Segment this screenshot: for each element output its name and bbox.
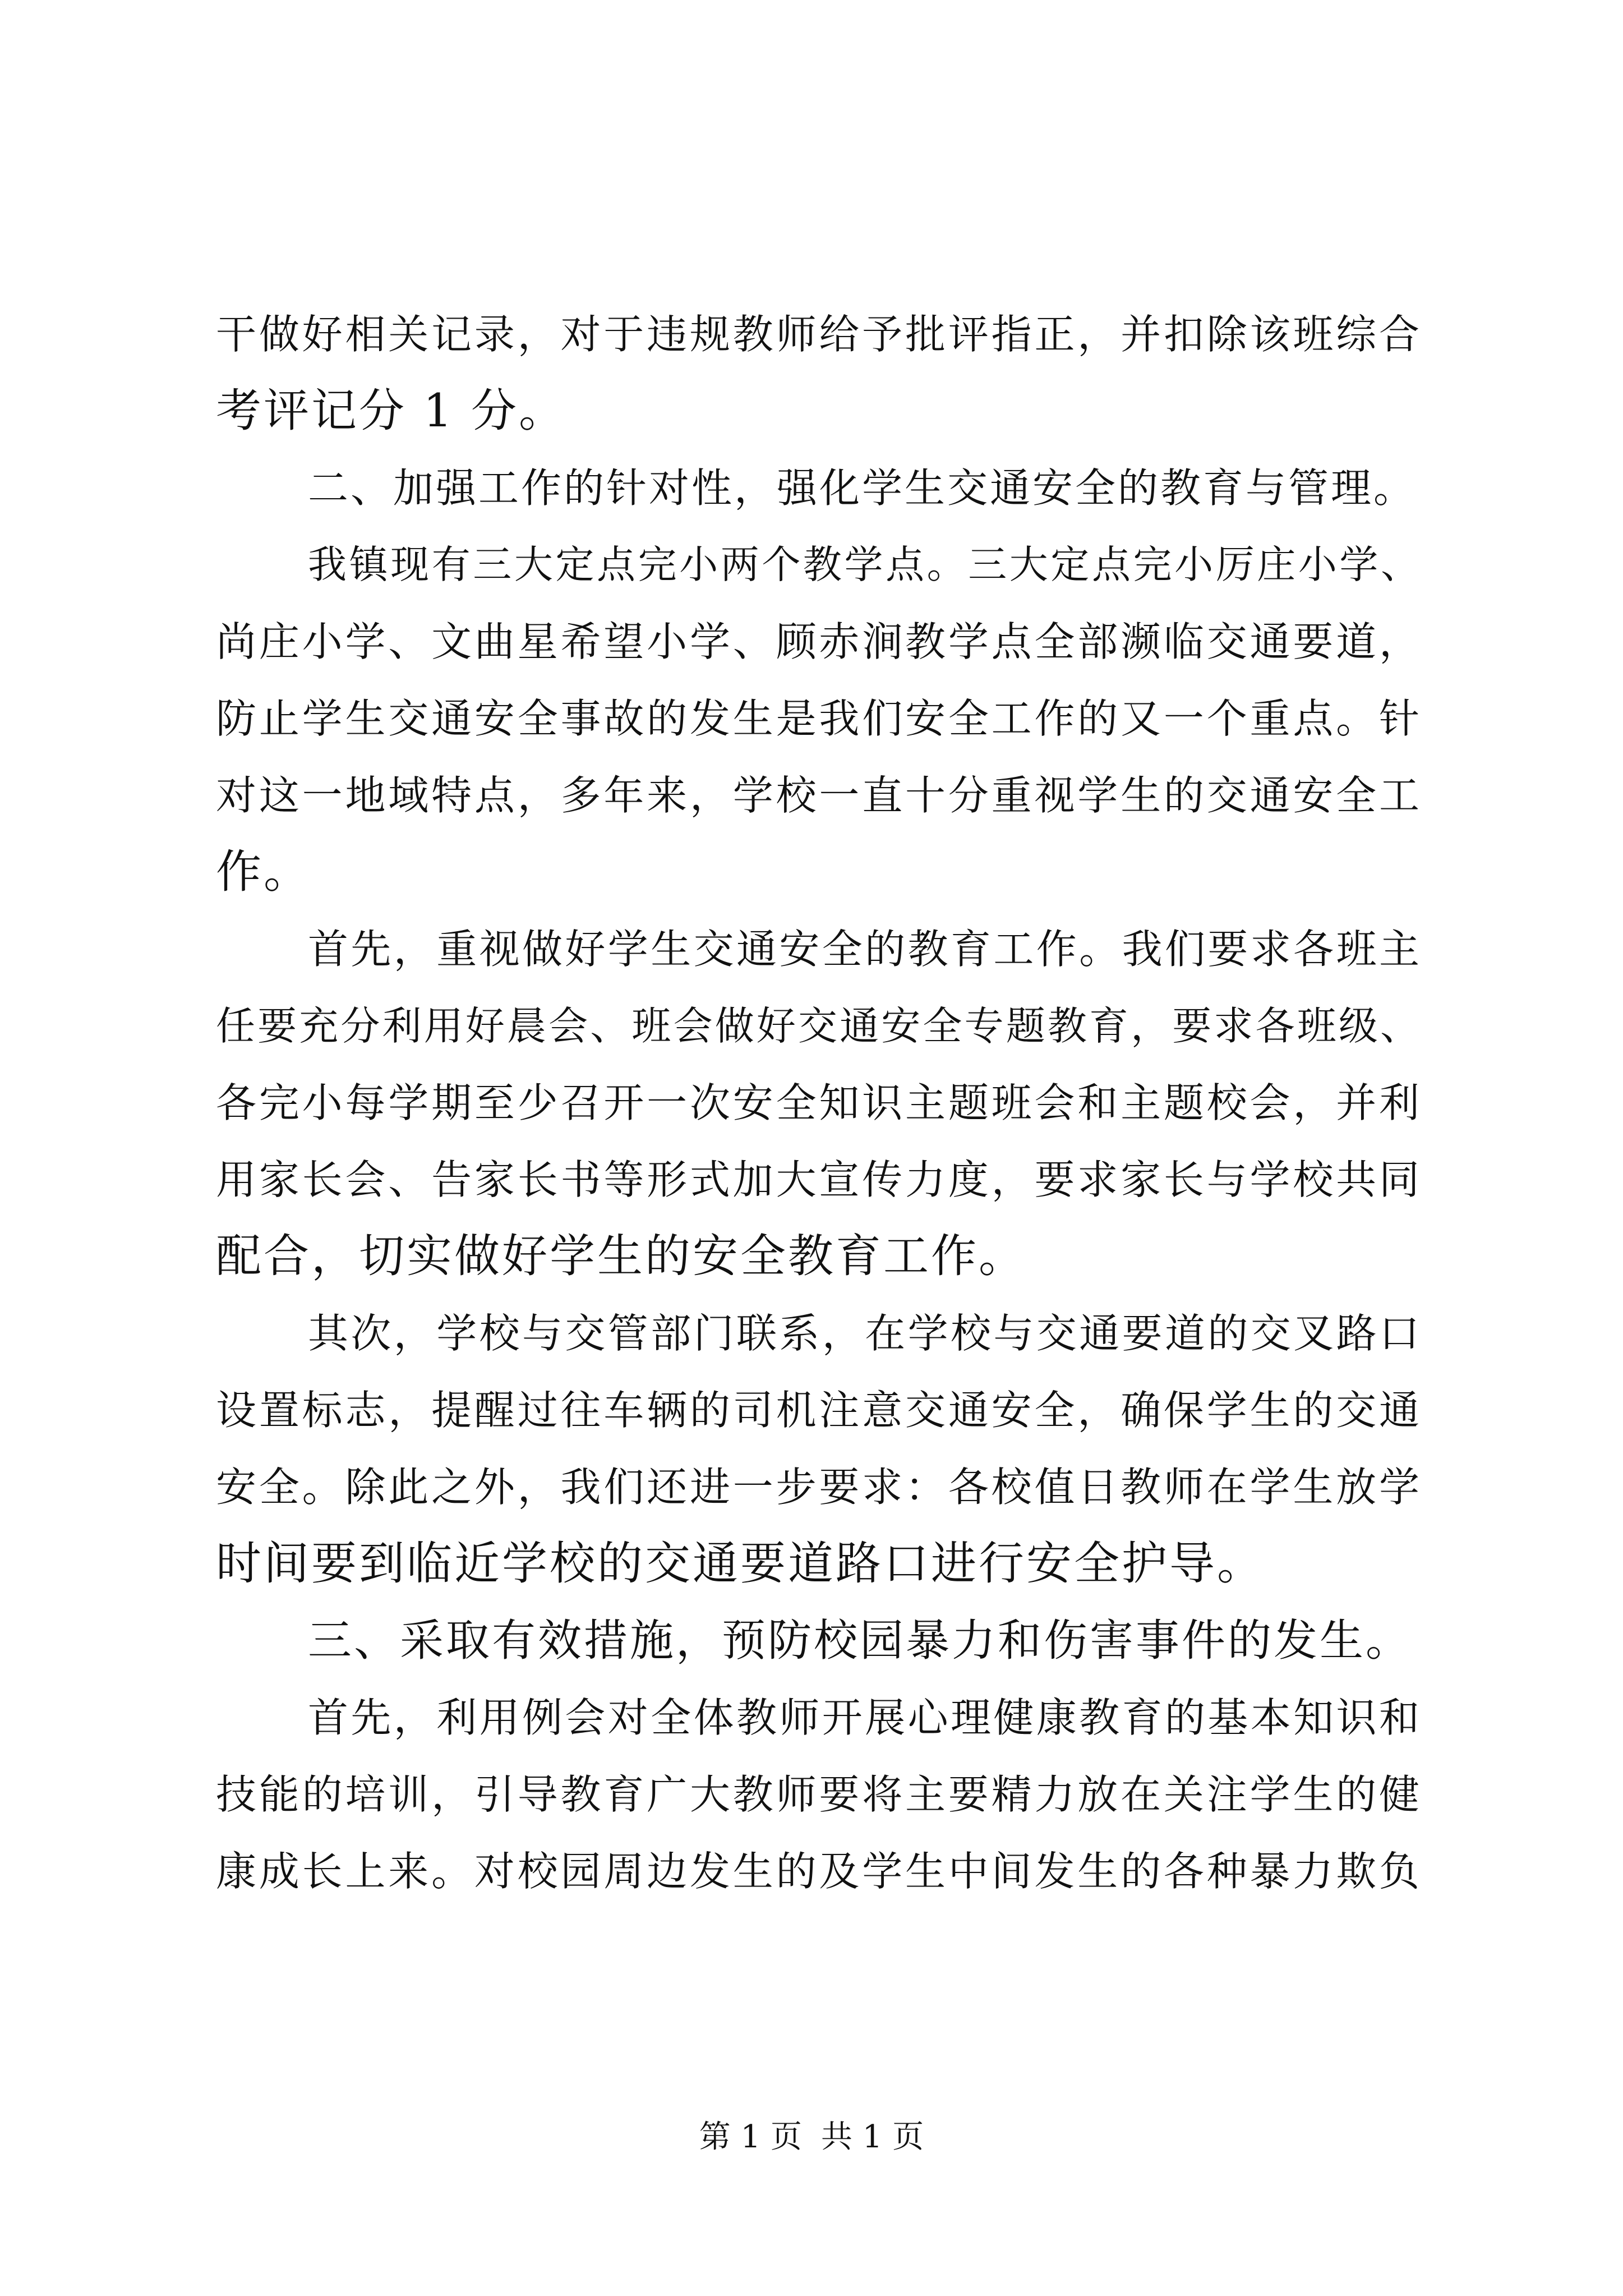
text-line: 其次，学校与交管部门联系，在学校与交通要道的交叉路口 — [308, 1310, 1422, 1357]
document-body — [216, 296, 1422, 1910]
text-line: 设置标志，提醒过往车辆的司机注意交通安全，确保学生的交通 — [216, 1387, 1422, 1434]
text-line: 考评记分 1 分。 — [216, 385, 567, 438]
text-line: 任要充分利用好晨会、班会做好交通安全专题教育，要求各班级、 — [216, 1003, 1422, 1049]
page-total: 共 1 页 — [821, 2119, 924, 2155]
text-line: 技能的培训，引导教育广大教师要将主要精力放在关注学生的健 — [216, 1771, 1422, 1818]
text-line: 尚庄小学、文曲星希望小学、顾赤涧教学点全部濒临交通要道， — [216, 618, 1422, 665]
text-line: 用家长会、告家长书等形式加大宣传力度，要求家长与学校共同 — [216, 1156, 1422, 1203]
text-line: 防止学生交通安全事故的发生是我们安全工作的又一个重点。针 — [216, 695, 1422, 742]
text-line: 首先，利用例会对全体教师开展心理健康教育的基本知识和 — [308, 1694, 1422, 1741]
text-line: 对这一地域特点，多年来，学校一直十分重视学生的交通安全工 — [216, 772, 1422, 819]
text-line: 首先，重视做好学生交通安全的教育工作。我们要求各班主 — [308, 926, 1422, 973]
text-line: 我镇现有三大定点完小两个教学点。三大定点完小厉庄小学、 — [308, 542, 1422, 587]
text-line: 各完小每学期至少召开一次安全知识主题班会和主题校会，并利 — [216, 1079, 1422, 1126]
text-line: 三、采取有效措施，预防校园暴力和伤害事件的发生。 — [308, 1616, 1412, 1666]
page-footer — [0, 2115, 1623, 2160]
text-line: 配合，切实做好学生的安全教育工作。 — [216, 1230, 1027, 1283]
text-line: 作。 — [216, 846, 312, 899]
text-line: 二、加强工作的针对性，强化学生交通安全的教育与管理。 — [308, 464, 1417, 512]
text-line: 安全。除此之外，我们还进一步要求：各校值日教师在学生放学 — [216, 1464, 1422, 1511]
page-number: 第 1 页 — [699, 2119, 802, 2155]
text-line: 康成长上来。对校园周边发生的及学生中间发生的各种暴力欺负 — [216, 1848, 1422, 1895]
text-line: 时间要到临近学校的交通要道路口进行安全护导。 — [216, 1538, 1265, 1590]
text-line: 干做好相关记录，对于违规教师给予批评指正，并扣除该班综合 — [216, 311, 1422, 358]
